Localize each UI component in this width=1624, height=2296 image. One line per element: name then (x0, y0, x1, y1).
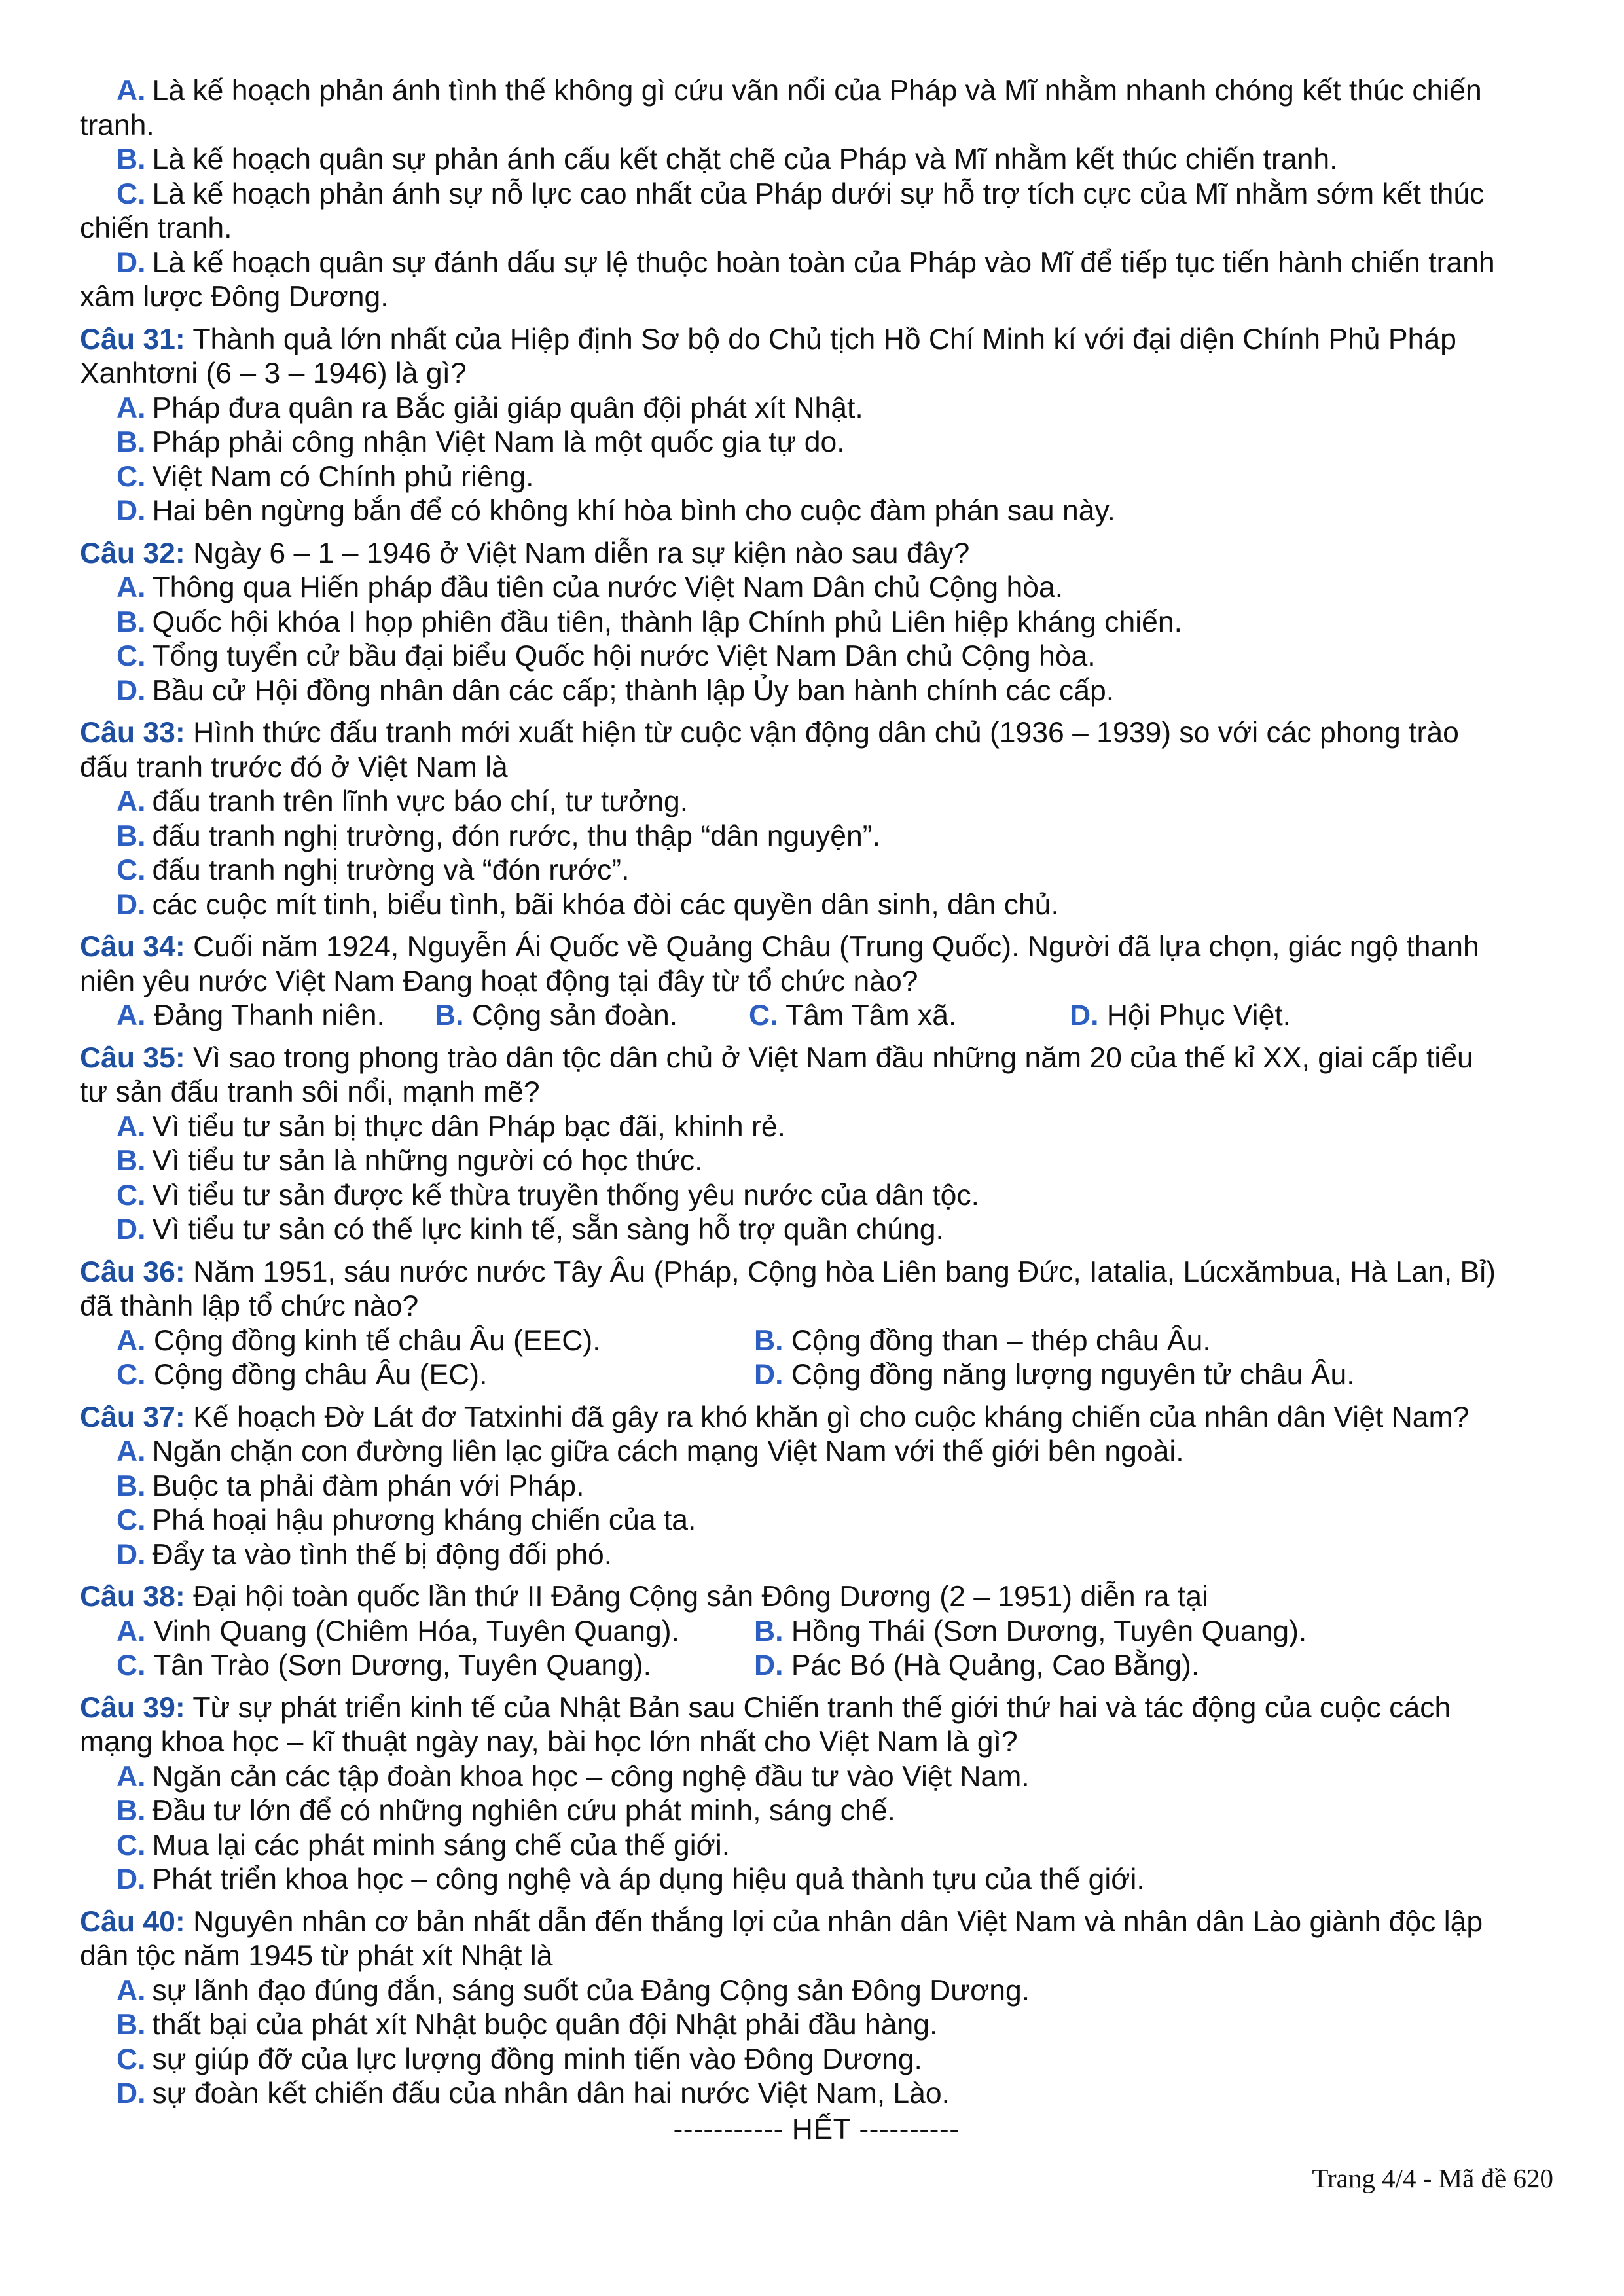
question-34 (80, 930, 1553, 1033)
question-35 (80, 1041, 1553, 1247)
option-d: D. Cộng đồng năng lượng nguyên tử châu Âu. (754, 1359, 1355, 1391)
option-a: A. Vì tiểu tư sản bị thực dân Pháp bạc đãi, khinh rẻ. (117, 1110, 785, 1143)
question-number: Câu 34: (80, 931, 185, 963)
question-40 (80, 1905, 1553, 2111)
question-number: Câu 40: (80, 1905, 185, 1938)
option-b: B. Buộc ta phải đàm phán với Pháp. (117, 1469, 585, 1502)
question-37 (80, 1401, 1553, 1573)
question-stem-continued: đấu tranh trước đó ở Việt Nam là (80, 751, 508, 783)
question-number: Câu 36: (80, 1255, 185, 1288)
option-b: B. đấu tranh nghị trường, đón rước, thu thập “dân nguyện”. (117, 819, 880, 852)
option-b: B. Hồng Thái (Sơn Dương, Tuyên Quang). (754, 1615, 1307, 1647)
question-36 (80, 1255, 1553, 1393)
question-stem: Câu 32: Ngày 6 – 1 – 1946 ở Việt Nam diễn ra sự kiện nào sau đây? (80, 537, 970, 569)
option-d: D. Pác Bó (Hà Quảng, Cao Bằng). (754, 1649, 1200, 1681)
question-31 (80, 323, 1553, 529)
question-number: Câu 39: (80, 1691, 185, 1724)
question-number: Câu 31: (80, 323, 185, 355)
question-39 (80, 1691, 1553, 1897)
option-b: B. Quốc hội khóa I họp phiên đầu tiên, thành lập Chính phủ Liên hiệp kháng chiến. (117, 605, 1183, 638)
option-d-continued: xâm lược Đông Dương. (80, 281, 389, 313)
option-d: D. Bầu cử Hội đồng nhân dân các cấp; thành lập Ủy ban hành chính các cấp. (117, 674, 1115, 707)
option-c: C. Cộng đồng châu Âu (EC). (117, 1359, 488, 1391)
option-a: A. Cộng đồng kinh tế châu Âu (EEC). (117, 1324, 601, 1357)
option-b: B. Cộng sản đoàn. (435, 999, 678, 1031)
question-32 (80, 537, 1553, 709)
option-a-continued: tranh. (80, 109, 154, 141)
question-number: Câu 32: (80, 537, 185, 569)
question-stem-continued: Xanhtơni (6 – 3 – 1946) là gì? (80, 357, 467, 389)
question-stem: Câu 38: Đại hội toàn quốc lần thứ II Đảng Cộng sản Đông Dương (2 – 1951) diễn ra tại (80, 1581, 1208, 1613)
option-d: D. các cuộc mít tinh, biểu tình, bãi khóa đòi các quyền dân sinh, dân chủ. (117, 888, 1059, 921)
question-number: Câu 33: (80, 717, 185, 749)
option-c: C. sự giúp đỡ của lực lượng đồng minh tiến vào Đông Dương. (117, 2043, 922, 2075)
option-a: A. Là kế hoạch phản ánh tình thế không gì cứu vãn nổi của Pháp và Mĩ nhằm nhanh chóng kết thúc chiến (117, 75, 1482, 107)
option-a: A. Ngăn chặn con đường liên lạc giữa cách mạng Việt Nam với thế giới bên ngoài. (117, 1435, 1184, 1467)
question-stem-continued: dân tộc năm 1945 từ phát xít Nhật là (80, 1940, 553, 1972)
option-b: B. Đầu tư lớn để có những nghiên cứu phát minh, sáng chế. (117, 1795, 895, 1827)
option-b: B. Cộng đồng than – thép châu Âu. (754, 1324, 1211, 1357)
option-d: D. Hội Phục Việt. (1070, 999, 1291, 1031)
option-b: B. Vì tiểu tư sản là những người có học thức. (117, 1145, 703, 1177)
question-stem-continued: mạng khoa học – kĩ thuật ngày nay, bài học lớn nhất cho Việt Nam là gì? (80, 1726, 1018, 1758)
option-c: C. Tân Trào (Sơn Dương, Tuyên Quang). (117, 1649, 652, 1681)
question-stem: Câu 36: Năm 1951, sáu nước nước Tây Âu (Pháp, Cộng hòa Liên bang Đức, Iatalia, Lúcxămbua, Hà Lan, Bỉ) (80, 1255, 1496, 1288)
question-38 (80, 1580, 1553, 1683)
option-d: D. Hai bên ngừng bắn để có không khí hòa bình cho cuộc đàm phán sau này. (117, 495, 1115, 527)
option-d: D. Đẩy ta vào tình thế bị động đối phó. (117, 1538, 613, 1571)
option-c: C. Việt Nam có Chính phủ riêng. (117, 460, 534, 493)
option-c-continued: chiến tranh. (80, 212, 232, 244)
question-30-options (80, 74, 1553, 315)
question-stem: Câu 40: Nguyên nhân cơ bản nhất dẫn đến thắng lợi của nhân dân Việt Nam và nhân dân Lào giành độc lập (80, 1905, 1483, 1938)
option-c: C. Tâm Tâm xã. (749, 999, 957, 1031)
option-a: A. sự lãnh đạo đúng đắn, sáng suốt của Đảng Cộng sản Đông Dương. (117, 1974, 1030, 2007)
question-stem: Câu 39: Từ sự phát triển kinh tế của Nhật Bản sau Chiến tranh thế giới thứ hai và tác động của cuộc cách (80, 1691, 1451, 1724)
question-33 (80, 716, 1553, 922)
option-c: C. Mua lại các phát minh sáng chế của thế giới. (117, 1829, 731, 1861)
question-stem-continued: đã thành lập tổ chức nào? (80, 1290, 419, 1322)
option-b: B. thất bại của phát xít Nhật buộc quân đội Nhật phải đầu hàng. (117, 2009, 938, 2041)
question-number: Câu 35: (80, 1041, 185, 1074)
question-stem: Câu 37: Kế hoạch Đờ Lát đơ Tatxinhi đã gây ra khó khăn gì cho cuộc kháng chiến của nhân dân Việt Nam? (80, 1401, 1470, 1433)
option-c: C. Phá hoại hậu phương kháng chiến của ta. (117, 1504, 696, 1536)
option-d: D. Là kế hoạch quân sự đánh dấu sự lệ thuộc hoàn toàn của Pháp vào Mĩ để tiếp tục tiến hành chiến tranh (117, 246, 1495, 279)
exam-content (80, 74, 1553, 2147)
question-stem-continued: tư sản đấu tranh sôi nổi, mạnh mẽ? (80, 1076, 540, 1108)
option-c: C. Là kế hoạch phản ánh sự nỗ lực cao nhất của Pháp dưới sự hỗ trợ tích cực của Mĩ nhằm sớm kết thúc (117, 177, 1485, 210)
page-footer: Trang 4/4 - Mã đề 620 (1312, 2163, 1553, 2193)
option-c: C. Vì tiểu tư sản được kế thừa truyền thống yêu nước của dân tộc. (117, 1179, 980, 1211)
option-d: D. Vì tiểu tư sản có thế lực kinh tế, sẵn sàng hỗ trợ quần chúng. (117, 1213, 944, 1246)
question-number: Câu 37: (80, 1401, 185, 1433)
question-stem: Câu 33: Hình thức đấu tranh mới xuất hiện từ cuộc vận động dân chủ (1936 – 1939) so với các phong trào (80, 717, 1459, 749)
option-a: A. Ngăn cản các tập đoàn khoa học – công nghệ đầu tư vào Việt Nam. (117, 1760, 1030, 1793)
options-row (80, 999, 1553, 1033)
option-d: D. Phát triển khoa học – công nghệ và áp dụng hiệu quả thành tựu của thế giới. (117, 1863, 1145, 1895)
options-row (80, 1358, 1553, 1393)
option-a: A. Thông qua Hiến pháp đầu tiên của nước Việt Nam Dân chủ Cộng hòa. (117, 571, 1064, 603)
option-b: B. Là kế hoạch quân sự phản ánh cấu kết chặt chẽ của Pháp và Mĩ nhằm kết thúc chiến tranh. (117, 143, 1338, 175)
option-a: A. Vinh Quang (Chiêm Hóa, Tuyên Quang). (117, 1615, 679, 1647)
option-c: C. Tổng tuyển cử bầu đại biểu Quốc hội nước Việt Nam Dân chủ Cộng hòa. (117, 640, 1096, 672)
option-a: A. Đảng Thanh niên. (117, 999, 385, 1031)
options-row (80, 1649, 1553, 1683)
option-c: C. đấu tranh nghị trường và “đón rước”. (117, 854, 630, 886)
option-a: A. Pháp đưa quân ra Bắc giải giáp quân đội phát xít Nhật. (117, 391, 863, 424)
option-a: A. đấu tranh trên lĩnh vực báo chí, tư tưởng. (117, 785, 689, 817)
question-stem: Câu 31: Thành quả lớn nhất của Hiệp định Sơ bộ do Chủ tịch Hồ Chí Minh kí với đại diện Chính Phủ Pháp (80, 323, 1456, 355)
option-b: B. Pháp phải công nhận Việt Nam là một quốc gia tự do. (117, 426, 845, 458)
option-d: D. sự đoàn kết chiến đấu của nhân dân hai nước Việt Nam, Lào. (117, 2077, 950, 2109)
end-marker: ----------- HẾT ---------- (673, 2113, 960, 2145)
question-number: Câu 38: (80, 1581, 185, 1613)
question-stem: Câu 35: Vì sao trong phong trào dân tộc dân chủ ở Việt Nam đầu những năm 20 của thế kỉ XX, giai cấp tiểu (80, 1041, 1473, 1074)
options-row (80, 1324, 1553, 1359)
options-row (80, 1615, 1553, 1649)
question-stem-continued: niên yêu nước Việt Nam Đang hoạt động tại đây từ tổ chức nào? (80, 965, 918, 997)
question-stem: Câu 34: Cuối năm 1924, Nguyễn Ái Quốc về Quảng Châu (Trung Quốc). Người đã lựa chọn, giác ngộ thanh (80, 931, 1479, 963)
